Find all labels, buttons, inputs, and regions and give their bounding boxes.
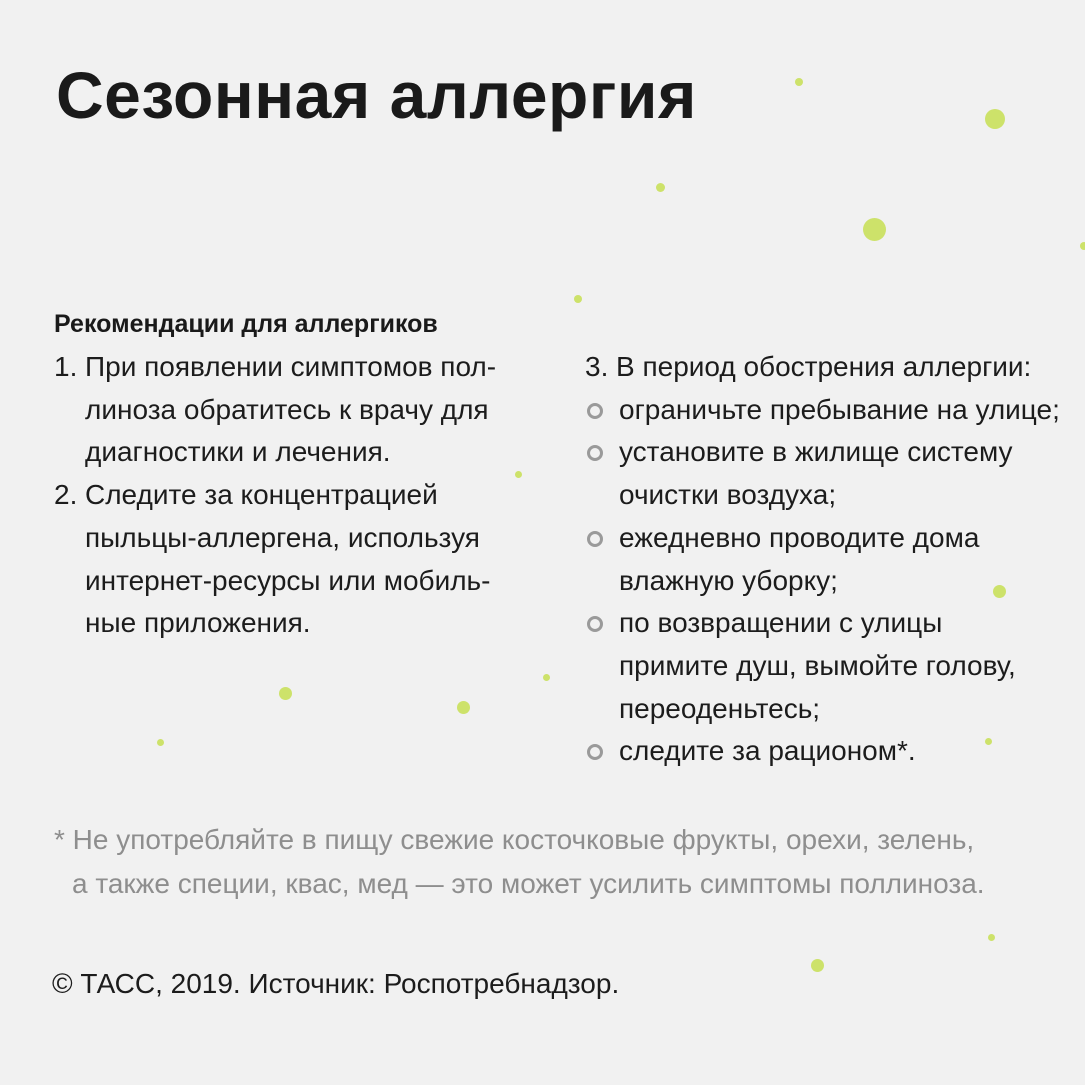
page-title: Сезонная аллергия — [56, 58, 697, 132]
bullet-text-line: ограничьте пребывание на улице; — [619, 393, 1060, 425]
bullet-text-line: установите в жилище систему — [619, 436, 1013, 468]
circle-bullet-icon — [587, 531, 603, 547]
pollen-dot — [457, 701, 470, 714]
item-text-line: При появлении симптомов пол- — [85, 351, 497, 382]
circle-bullet-icon — [587, 616, 603, 632]
pollen-dot — [1080, 242, 1085, 250]
left-column — [54, 346, 544, 645]
pollen-dot — [988, 934, 995, 941]
item-text-line: Следите за концентрацией — [85, 479, 438, 511]
list-item — [54, 474, 544, 645]
pollen-dot — [574, 295, 582, 303]
right-column — [585, 346, 1075, 773]
circle-bullet-icon — [587, 744, 603, 760]
item-text-line: линоза обратитесь к врачу для — [85, 393, 489, 425]
bullet-text-line: очистки воздуха; — [619, 479, 837, 511]
item-text-line: пыльцы-аллергена, используя — [85, 521, 480, 553]
pollen-dot — [656, 183, 665, 192]
list-item — [585, 346, 1075, 389]
pollen-dot — [157, 739, 164, 746]
pollen-dot — [985, 109, 1005, 129]
bullet-text-line: по возвращении с улицы — [619, 607, 943, 639]
pollen-dot — [863, 218, 886, 241]
pollen-dot — [279, 687, 292, 700]
bullet-text-line: примите душ, вымойте голову, — [619, 649, 1016, 681]
bullet-text-line: влажную уборку; — [619, 564, 838, 596]
pollen-dot — [795, 78, 803, 86]
section-heading: Рекомендации для аллергиков — [54, 310, 438, 338]
bullet-item — [585, 517, 1075, 602]
item-number: 3. — [585, 351, 609, 382]
item-number: 1. — [54, 351, 78, 382]
footnote-line: а также специи, квас, мед — это может усилить симптомы поллиноза. — [72, 868, 985, 899]
list-item — [54, 346, 544, 474]
item-text-line: ные приложения. — [85, 607, 311, 639]
copyright-source: © ТАСС, 2019. Источник: Роспотребнадзор. — [52, 968, 620, 999]
pollen-dot — [811, 959, 824, 972]
item-number: 2. — [54, 479, 78, 511]
bullet-text-line: ежедневно проводите дома — [619, 521, 980, 553]
circle-bullet-icon — [587, 403, 603, 419]
pollen-dot — [543, 674, 550, 681]
footnote — [54, 818, 985, 906]
bullet-item — [585, 389, 1075, 432]
bullet-text-line: переоденьтесь; — [619, 692, 821, 724]
bullet-item — [585, 431, 1075, 516]
item-text-line: В период обострения аллергии: — [616, 351, 1032, 382]
footnote-line: * Не употребляйте в пищу свежие косточковые фрукты, орехи, зелень, — [54, 824, 975, 855]
circle-bullet-icon — [587, 445, 603, 461]
item-text-line: интернет-ресурсы или мобиль- — [85, 564, 491, 596]
item-text-line: диагностики и лечения. — [85, 436, 391, 468]
bullet-text-line: следите за рационом*. — [619, 735, 916, 767]
bullet-item — [585, 730, 1075, 773]
bullet-item — [585, 602, 1075, 730]
